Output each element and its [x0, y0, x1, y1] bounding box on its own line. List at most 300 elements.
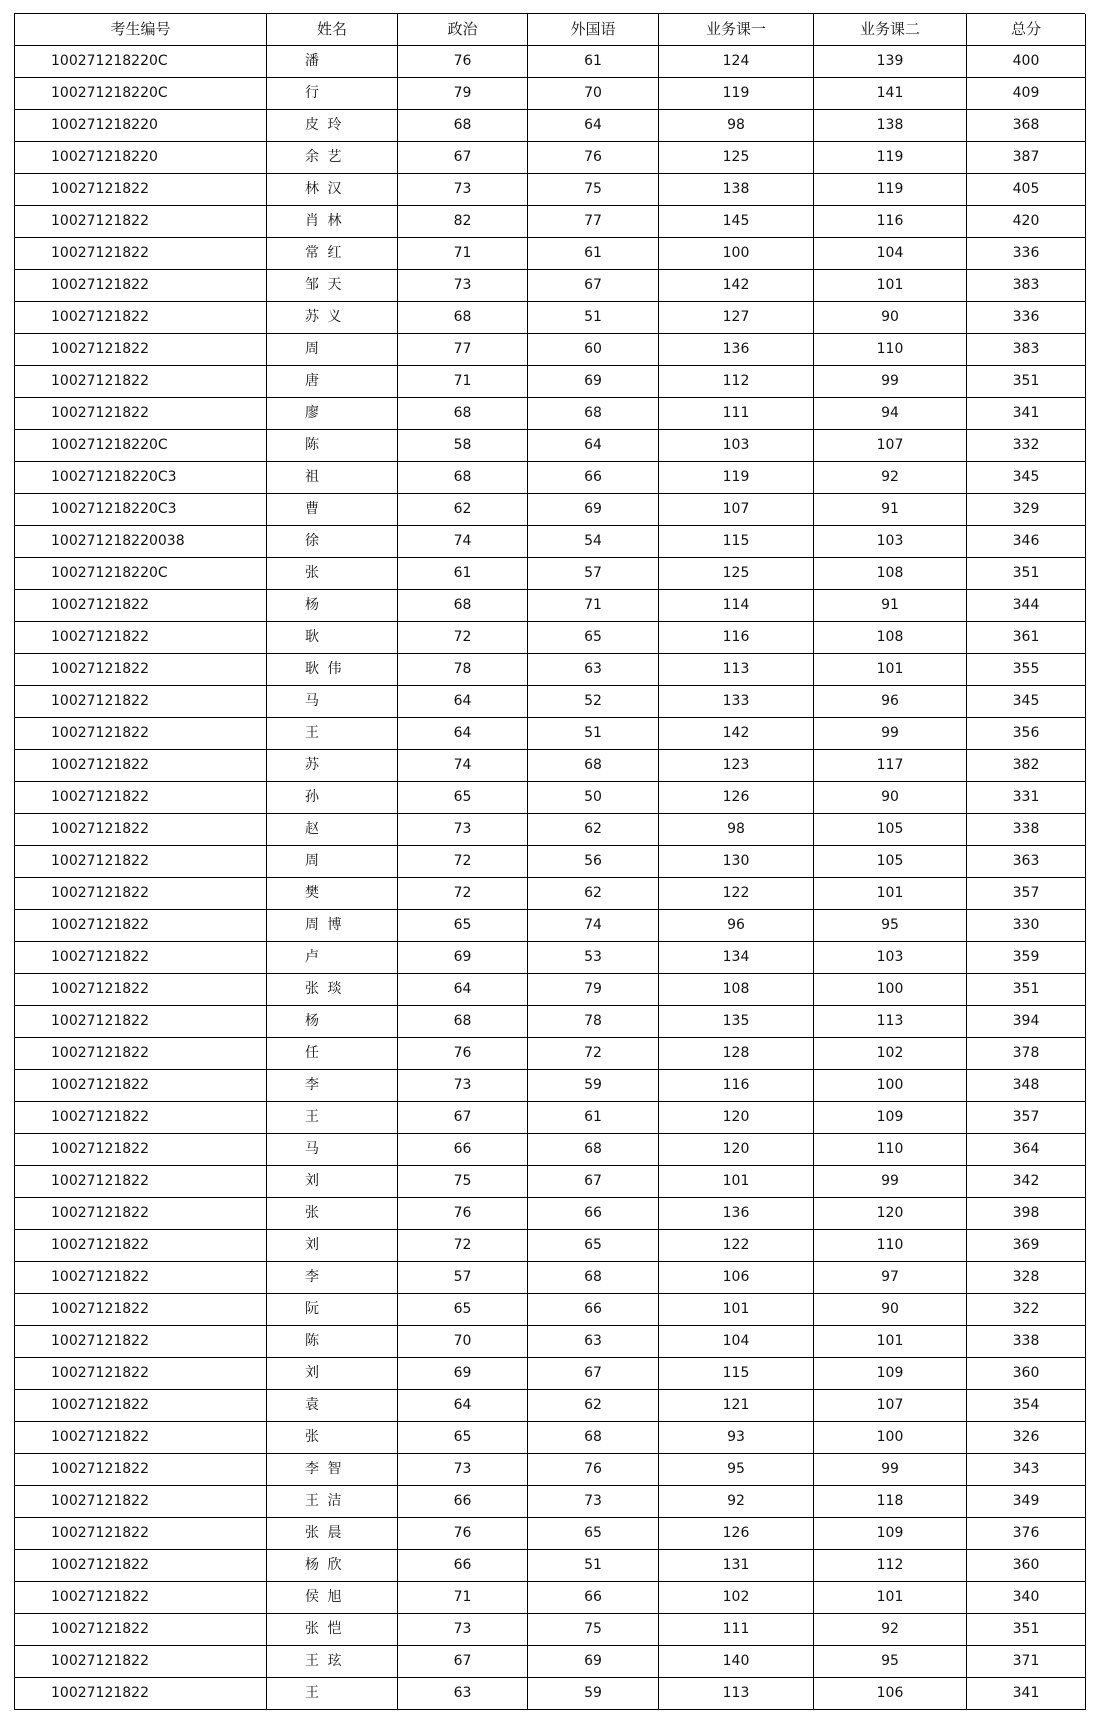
table-cell-name: 马 — [267, 686, 398, 718]
table-cell-total-score: 346 — [967, 526, 1086, 558]
table-cell-subject-two-score: 119 — [814, 142, 967, 174]
table-cell-name: 皮 玲 — [267, 110, 398, 142]
table-cell-candidate-id: 10027121822 — [15, 1166, 267, 1198]
table-cell-politics-score: 67 — [398, 1646, 528, 1678]
table-cell-total-score: 360 — [967, 1550, 1086, 1582]
table-cell-candidate-id: 10027121822 — [15, 366, 267, 398]
table-cell-candidate-id: 10027121822 — [15, 718, 267, 750]
table-cell-name: 唐 — [267, 366, 398, 398]
table-cell-candidate-id: 10027121822 — [15, 1294, 267, 1326]
table-cell-politics-score: 65 — [398, 910, 528, 942]
table-cell-foreign-language-score: 74 — [528, 910, 659, 942]
table-cell-subject-two-score: 94 — [814, 398, 967, 430]
table-cell-subject-two-score: 105 — [814, 814, 967, 846]
table-cell-total-score: 383 — [967, 334, 1086, 366]
table-cell-total-score: 330 — [967, 910, 1086, 942]
table-cell-foreign-language-score: 60 — [528, 334, 659, 366]
table-cell-subject-two-score: 103 — [814, 526, 967, 558]
table-cell-total-score: 361 — [967, 622, 1086, 654]
table-cell-subject-two-score: 101 — [814, 654, 967, 686]
table-cell-subject-two-score: 96 — [814, 686, 967, 718]
table-cell-politics-score: 82 — [398, 206, 528, 238]
table-cell-politics-score: 76 — [398, 1518, 528, 1550]
table-cell-subject-one-score: 136 — [659, 334, 814, 366]
table-cell-candidate-id: 10027121822 — [15, 590, 267, 622]
table-cell-politics-score: 74 — [398, 750, 528, 782]
table-cell-candidate-id: 10027121822 — [15, 846, 267, 878]
table-cell-foreign-language-score: 64 — [528, 110, 659, 142]
table-cell-foreign-language-score: 66 — [528, 462, 659, 494]
table-cell-subject-two-score: 92 — [814, 1614, 967, 1646]
table-cell-subject-one-score: 115 — [659, 1358, 814, 1390]
table-cell-candidate-id: 10027121822 — [15, 1550, 267, 1582]
table-cell-subject-one-score: 108 — [659, 974, 814, 1006]
table-cell-subject-two-score: 101 — [814, 270, 967, 302]
table-cell-name: 侯 旭 — [267, 1582, 398, 1614]
table-cell-candidate-id: 10027121822 — [15, 270, 267, 302]
table-cell-candidate-id: 10027121822 — [15, 1518, 267, 1550]
table-cell-politics-score: 73 — [398, 174, 528, 206]
table-cell-total-score: 343 — [967, 1454, 1086, 1486]
table-cell-foreign-language-score: 72 — [528, 1038, 659, 1070]
table-cell-politics-score: 64 — [398, 718, 528, 750]
table-cell-subject-two-score: 103 — [814, 942, 967, 974]
table-cell-name: 张 — [267, 1198, 398, 1230]
table-cell-subject-one-score: 116 — [659, 622, 814, 654]
table-cell-total-score: 357 — [967, 878, 1086, 910]
table-cell-candidate-id: 10027121822 — [15, 238, 267, 270]
table-cell-foreign-language-score: 53 — [528, 942, 659, 974]
table-cell-name: 张 — [267, 1422, 398, 1454]
table-cell-politics-score: 72 — [398, 846, 528, 878]
table-cell-candidate-id: 10027121822 — [15, 974, 267, 1006]
table-cell-name: 廖 — [267, 398, 398, 430]
table-cell-subject-one-score: 125 — [659, 558, 814, 590]
table-cell-total-score: 378 — [967, 1038, 1086, 1070]
table-cell-subject-two-score: 108 — [814, 558, 967, 590]
table-cell-politics-score: 57 — [398, 1262, 528, 1294]
table-cell-subject-one-score: 119 — [659, 462, 814, 494]
table-cell-name: 余 艺 — [267, 142, 398, 174]
table-cell-subject-two-score: 101 — [814, 1582, 967, 1614]
column-header-subject-one-score: 业务课一 — [659, 14, 814, 46]
table-cell-politics-score: 73 — [398, 1070, 528, 1102]
table-cell-foreign-language-score: 66 — [528, 1294, 659, 1326]
table-cell-subject-two-score: 109 — [814, 1358, 967, 1390]
table-cell-total-score: 351 — [967, 1614, 1086, 1646]
table-cell-total-score: 341 — [967, 398, 1086, 430]
table-cell-subject-one-score: 130 — [659, 846, 814, 878]
table-cell-politics-score: 73 — [398, 814, 528, 846]
table-cell-total-score: 341 — [967, 1678, 1086, 1710]
table-cell-foreign-language-score: 50 — [528, 782, 659, 814]
table-cell-subject-one-score: 100 — [659, 238, 814, 270]
table-cell-politics-score: 78 — [398, 654, 528, 686]
table-cell-total-score: 332 — [967, 430, 1086, 462]
table-cell-total-score: 336 — [967, 302, 1086, 334]
table-cell-name: 张 — [267, 558, 398, 590]
table-cell-name: 李 — [267, 1070, 398, 1102]
table-cell-foreign-language-score: 78 — [528, 1006, 659, 1038]
table-cell-candidate-id: 10027121822 — [15, 750, 267, 782]
table-cell-candidate-id: 10027121822 — [15, 1102, 267, 1134]
table-cell-candidate-id: 10027121822 — [15, 1070, 267, 1102]
table-cell-name: 王 — [267, 718, 398, 750]
table-cell-politics-score: 64 — [398, 1390, 528, 1422]
table-cell-total-score: 351 — [967, 974, 1086, 1006]
table-cell-subject-two-score: 100 — [814, 1422, 967, 1454]
table-cell-politics-score: 65 — [398, 1422, 528, 1454]
table-cell-subject-two-score: 99 — [814, 1166, 967, 1198]
table-cell-candidate-id: 10027121822 — [15, 1390, 267, 1422]
table-cell-candidate-id: 10027121822 — [15, 686, 267, 718]
table-cell-candidate-id: 10027121822 — [15, 1422, 267, 1454]
table-cell-foreign-language-score: 68 — [528, 1262, 659, 1294]
table-cell-foreign-language-score: 51 — [528, 1550, 659, 1582]
table-cell-name: 李 — [267, 1262, 398, 1294]
table-cell-subject-two-score: 97 — [814, 1262, 967, 1294]
table-cell-name: 苏 — [267, 750, 398, 782]
table-cell-subject-two-score: 100 — [814, 974, 967, 1006]
table-cell-name: 赵 — [267, 814, 398, 846]
table-cell-subject-one-score: 133 — [659, 686, 814, 718]
table-cell-name: 杨 — [267, 590, 398, 622]
table-cell-subject-one-score: 101 — [659, 1294, 814, 1326]
table-cell-candidate-id: 10027121822 — [15, 1134, 267, 1166]
table-cell-foreign-language-score: 54 — [528, 526, 659, 558]
table-cell-subject-two-score: 90 — [814, 782, 967, 814]
table-cell-total-score: 355 — [967, 654, 1086, 686]
table-cell-subject-two-score: 139 — [814, 46, 967, 78]
table-cell-politics-score: 58 — [398, 430, 528, 462]
table-cell-subject-one-score: 95 — [659, 1454, 814, 1486]
table-cell-foreign-language-score: 62 — [528, 814, 659, 846]
table-cell-politics-score: 71 — [398, 1582, 528, 1614]
table-cell-subject-one-score: 131 — [659, 1550, 814, 1582]
table-cell-subject-two-score: 99 — [814, 718, 967, 750]
table-cell-politics-score: 74 — [398, 526, 528, 558]
table-cell-candidate-id: 100271218220 — [15, 110, 267, 142]
table-cell-candidate-id: 10027121822 — [15, 398, 267, 430]
table-cell-candidate-id: 10027121822 — [15, 910, 267, 942]
table-cell-total-score: 360 — [967, 1358, 1086, 1390]
table-cell-name: 王 — [267, 1102, 398, 1134]
table-cell-subject-two-score: 107 — [814, 1390, 967, 1422]
table-cell-politics-score: 68 — [398, 110, 528, 142]
table-cell-candidate-id: 10027121822 — [15, 942, 267, 974]
table-cell-name: 邹 天 — [267, 270, 398, 302]
table-cell-subject-one-score: 111 — [659, 1614, 814, 1646]
table-cell-total-score: 383 — [967, 270, 1086, 302]
table-cell-total-score: 363 — [967, 846, 1086, 878]
table-cell-subject-two-score: 108 — [814, 622, 967, 654]
table-cell-politics-score: 72 — [398, 622, 528, 654]
table-cell-total-score: 359 — [967, 942, 1086, 974]
table-cell-name: 祖 — [267, 462, 398, 494]
table-cell-politics-score: 65 — [398, 1294, 528, 1326]
table-cell-subject-one-score: 121 — [659, 1390, 814, 1422]
table-cell-subject-two-score: 90 — [814, 1294, 967, 1326]
table-cell-subject-one-score: 104 — [659, 1326, 814, 1358]
table-cell-politics-score: 68 — [398, 462, 528, 494]
table-cell-candidate-id: 100271218220C — [15, 46, 267, 78]
table-cell-foreign-language-score: 69 — [528, 1646, 659, 1678]
table-cell-foreign-language-score: 64 — [528, 430, 659, 462]
table-cell-total-score: 342 — [967, 1166, 1086, 1198]
table-cell-name: 林 汉 — [267, 174, 398, 206]
table-cell-candidate-id: 10027121822 — [15, 206, 267, 238]
table-cell-name: 马 — [267, 1134, 398, 1166]
column-header-candidate-id: 考生编号 — [15, 14, 267, 46]
table-cell-subject-two-score: 120 — [814, 1198, 967, 1230]
table-cell-candidate-id: 10027121822 — [15, 1614, 267, 1646]
table-cell-name: 孙 — [267, 782, 398, 814]
table-cell-subject-one-score: 92 — [659, 1486, 814, 1518]
table-cell-total-score: 387 — [967, 142, 1086, 174]
table-cell-total-score: 326 — [967, 1422, 1086, 1454]
table-cell-politics-score: 68 — [398, 302, 528, 334]
table-cell-name: 潘 — [267, 46, 398, 78]
table-cell-subject-one-score: 120 — [659, 1134, 814, 1166]
table-cell-subject-one-score: 101 — [659, 1166, 814, 1198]
table-cell-subject-one-score: 142 — [659, 718, 814, 750]
table-cell-subject-one-score: 113 — [659, 654, 814, 686]
table-cell-name: 周 — [267, 334, 398, 366]
table-cell-foreign-language-score: 65 — [528, 1230, 659, 1262]
table-cell-politics-score: 73 — [398, 1454, 528, 1486]
table-cell-subject-one-score: 93 — [659, 1422, 814, 1454]
column-header-total-score: 总分 — [967, 14, 1086, 46]
table-cell-subject-one-score: 136 — [659, 1198, 814, 1230]
table-cell-subject-two-score: 119 — [814, 174, 967, 206]
table-cell-subject-two-score: 117 — [814, 750, 967, 782]
table-cell-candidate-id: 10027121822 — [15, 1230, 267, 1262]
table-cell-name: 周 — [267, 846, 398, 878]
table-cell-politics-score: 72 — [398, 1230, 528, 1262]
table-cell-politics-score: 64 — [398, 974, 528, 1006]
table-cell-subject-two-score: 109 — [814, 1518, 967, 1550]
table-cell-foreign-language-score: 65 — [528, 1518, 659, 1550]
table-cell-total-score: 368 — [967, 110, 1086, 142]
table-cell-candidate-id: 100271218220C3 — [15, 462, 267, 494]
table-cell-politics-score: 62 — [398, 494, 528, 526]
table-cell-subject-one-score: 116 — [659, 1070, 814, 1102]
table-cell-subject-one-score: 138 — [659, 174, 814, 206]
table-cell-candidate-id: 10027121822 — [15, 782, 267, 814]
table-cell-name: 徐 — [267, 526, 398, 558]
table-cell-subject-one-score: 126 — [659, 782, 814, 814]
table-cell-subject-one-score: 122 — [659, 1230, 814, 1262]
table-cell-subject-two-score: 100 — [814, 1070, 967, 1102]
table-cell-subject-one-score: 107 — [659, 494, 814, 526]
table-cell-subject-two-score: 101 — [814, 1326, 967, 1358]
table-cell-politics-score: 63 — [398, 1678, 528, 1710]
table-cell-name: 行 — [267, 78, 398, 110]
table-cell-total-score: 364 — [967, 1134, 1086, 1166]
table-cell-name: 陈 — [267, 1326, 398, 1358]
table-cell-total-score: 322 — [967, 1294, 1086, 1326]
table-cell-total-score: 398 — [967, 1198, 1086, 1230]
table-cell-subject-two-score: 110 — [814, 1134, 967, 1166]
table-cell-candidate-id: 100271218220038 — [15, 526, 267, 558]
table-cell-total-score: 328 — [967, 1262, 1086, 1294]
table-cell-foreign-language-score: 69 — [528, 494, 659, 526]
table-cell-subject-one-score: 122 — [659, 878, 814, 910]
table-cell-name: 刘 — [267, 1230, 398, 1262]
table-cell-total-score: 376 — [967, 1518, 1086, 1550]
table-cell-candidate-id: 100271218220C3 — [15, 494, 267, 526]
table-cell-foreign-language-score: 56 — [528, 846, 659, 878]
table-cell-foreign-language-score: 59 — [528, 1678, 659, 1710]
table-cell-politics-score: 66 — [398, 1134, 528, 1166]
table-cell-candidate-id: 100271218220 — [15, 142, 267, 174]
table-cell-politics-score: 69 — [398, 1358, 528, 1390]
table-cell-foreign-language-score: 76 — [528, 142, 659, 174]
table-cell-subject-one-score: 103 — [659, 430, 814, 462]
table-cell-subject-one-score: 120 — [659, 1102, 814, 1134]
table-cell-subject-one-score: 135 — [659, 1006, 814, 1038]
table-cell-subject-one-score: 106 — [659, 1262, 814, 1294]
table-cell-politics-score: 66 — [398, 1550, 528, 1582]
table-cell-candidate-id: 10027121822 — [15, 1486, 267, 1518]
table-cell-politics-score: 68 — [398, 398, 528, 430]
table-cell-total-score: 405 — [967, 174, 1086, 206]
table-cell-politics-score: 79 — [398, 78, 528, 110]
table-cell-politics-score: 76 — [398, 1038, 528, 1070]
table-cell-name: 王 玹 — [267, 1646, 398, 1678]
table-cell-name: 张 恺 — [267, 1614, 398, 1646]
table-cell-candidate-id: 10027121822 — [15, 622, 267, 654]
table-cell-foreign-language-score: 68 — [528, 1422, 659, 1454]
table-cell-subject-two-score: 118 — [814, 1486, 967, 1518]
table-cell-politics-score: 68 — [398, 590, 528, 622]
table-cell-name: 杨 欣 — [267, 1550, 398, 1582]
table-cell-subject-one-score: 140 — [659, 1646, 814, 1678]
table-cell-foreign-language-score: 63 — [528, 654, 659, 686]
table-cell-total-score: 356 — [967, 718, 1086, 750]
table-cell-name: 王 — [267, 1678, 398, 1710]
table-cell-total-score: 345 — [967, 686, 1086, 718]
table-cell-total-score: 369 — [967, 1230, 1086, 1262]
table-cell-candidate-id: 10027121822 — [15, 1262, 267, 1294]
table-cell-total-score: 357 — [967, 1102, 1086, 1134]
table-cell-politics-score: 73 — [398, 270, 528, 302]
table-cell-subject-two-score: 138 — [814, 110, 967, 142]
table-cell-candidate-id: 10027121822 — [15, 1358, 267, 1390]
table-cell-total-score: 340 — [967, 1582, 1086, 1614]
table-cell-politics-score: 75 — [398, 1166, 528, 1198]
table-cell-subject-two-score: 113 — [814, 1006, 967, 1038]
table-cell-candidate-id: 100271218220C — [15, 558, 267, 590]
table-cell-total-score: 329 — [967, 494, 1086, 526]
table-cell-politics-score: 76 — [398, 46, 528, 78]
table-cell-total-score: 338 — [967, 1326, 1086, 1358]
table-cell-name: 刘 — [267, 1358, 398, 1390]
table-cell-candidate-id: 100271218220C — [15, 430, 267, 462]
table-cell-candidate-id: 10027121822 — [15, 1006, 267, 1038]
table-cell-candidate-id: 10027121822 — [15, 654, 267, 686]
table-cell-foreign-language-score: 59 — [528, 1070, 659, 1102]
table-cell-foreign-language-score: 68 — [528, 398, 659, 430]
table-cell-subject-one-score: 119 — [659, 78, 814, 110]
column-header-politics-score: 政治 — [398, 14, 528, 46]
table-cell-politics-score: 68 — [398, 1006, 528, 1038]
table-cell-name: 王 洁 — [267, 1486, 398, 1518]
table-cell-subject-one-score: 98 — [659, 814, 814, 846]
table-cell-subject-one-score: 96 — [659, 910, 814, 942]
table-cell-foreign-language-score: 61 — [528, 238, 659, 270]
table-cell-foreign-language-score: 75 — [528, 1614, 659, 1646]
table-cell-subject-one-score: 142 — [659, 270, 814, 302]
table-cell-foreign-language-score: 67 — [528, 1166, 659, 1198]
table-cell-total-score: 394 — [967, 1006, 1086, 1038]
table-cell-subject-two-score: 110 — [814, 334, 967, 366]
table-cell-foreign-language-score: 73 — [528, 1486, 659, 1518]
table-cell-subject-two-score: 91 — [814, 494, 967, 526]
table-cell-foreign-language-score: 57 — [528, 558, 659, 590]
table-cell-subject-two-score: 101 — [814, 878, 967, 910]
table-cell-subject-two-score: 141 — [814, 78, 967, 110]
table-cell-total-score: 344 — [967, 590, 1086, 622]
table-cell-total-score: 351 — [967, 558, 1086, 590]
table-cell-candidate-id: 10027121822 — [15, 814, 267, 846]
table-cell-name: 常 红 — [267, 238, 398, 270]
table-cell-candidate-id: 10027121822 — [15, 878, 267, 910]
table-cell-foreign-language-score: 71 — [528, 590, 659, 622]
table-cell-subject-two-score: 90 — [814, 302, 967, 334]
table-cell-name: 曹 — [267, 494, 398, 526]
table-cell-name: 肖 林 — [267, 206, 398, 238]
table-cell-foreign-language-score: 67 — [528, 1358, 659, 1390]
table-cell-candidate-id: 10027121822 — [15, 1582, 267, 1614]
table-cell-subject-one-score: 102 — [659, 1582, 814, 1614]
table-cell-politics-score: 71 — [398, 238, 528, 270]
table-cell-subject-two-score: 102 — [814, 1038, 967, 1070]
table-cell-total-score: 351 — [967, 366, 1086, 398]
table-cell-total-score: 382 — [967, 750, 1086, 782]
column-header-foreign-language-score: 外国语 — [528, 14, 659, 46]
table-cell-subject-two-score: 91 — [814, 590, 967, 622]
table-cell-total-score: 371 — [967, 1646, 1086, 1678]
column-header-name: 姓名 — [267, 14, 398, 46]
table-cell-subject-one-score: 114 — [659, 590, 814, 622]
table-cell-total-score: 354 — [967, 1390, 1086, 1422]
table-cell-subject-one-score: 134 — [659, 942, 814, 974]
table-cell-candidate-id: 10027121822 — [15, 302, 267, 334]
table-cell-name: 张 晨 — [267, 1518, 398, 1550]
table-cell-total-score: 348 — [967, 1070, 1086, 1102]
table-cell-politics-score: 65 — [398, 782, 528, 814]
table-cell-subject-one-score: 125 — [659, 142, 814, 174]
column-header-subject-two-score: 业务课二 — [814, 14, 967, 46]
table-cell-foreign-language-score: 61 — [528, 1102, 659, 1134]
table-cell-foreign-language-score: 52 — [528, 686, 659, 718]
table-cell-total-score: 349 — [967, 1486, 1086, 1518]
table-cell-subject-one-score: 113 — [659, 1678, 814, 1710]
table-cell-foreign-language-score: 65 — [528, 622, 659, 654]
table-cell-total-score: 420 — [967, 206, 1086, 238]
table-cell-subject-two-score: 107 — [814, 430, 967, 462]
table-cell-foreign-language-score: 63 — [528, 1326, 659, 1358]
table-cell-total-score: 338 — [967, 814, 1086, 846]
table-cell-politics-score: 71 — [398, 366, 528, 398]
table-cell-name: 杨 — [267, 1006, 398, 1038]
table-cell-politics-score: 76 — [398, 1198, 528, 1230]
table-cell-name: 陈 — [267, 430, 398, 462]
table-cell-subject-one-score: 126 — [659, 1518, 814, 1550]
table-cell-subject-two-score: 116 — [814, 206, 967, 238]
table-cell-candidate-id: 10027121822 — [15, 1038, 267, 1070]
